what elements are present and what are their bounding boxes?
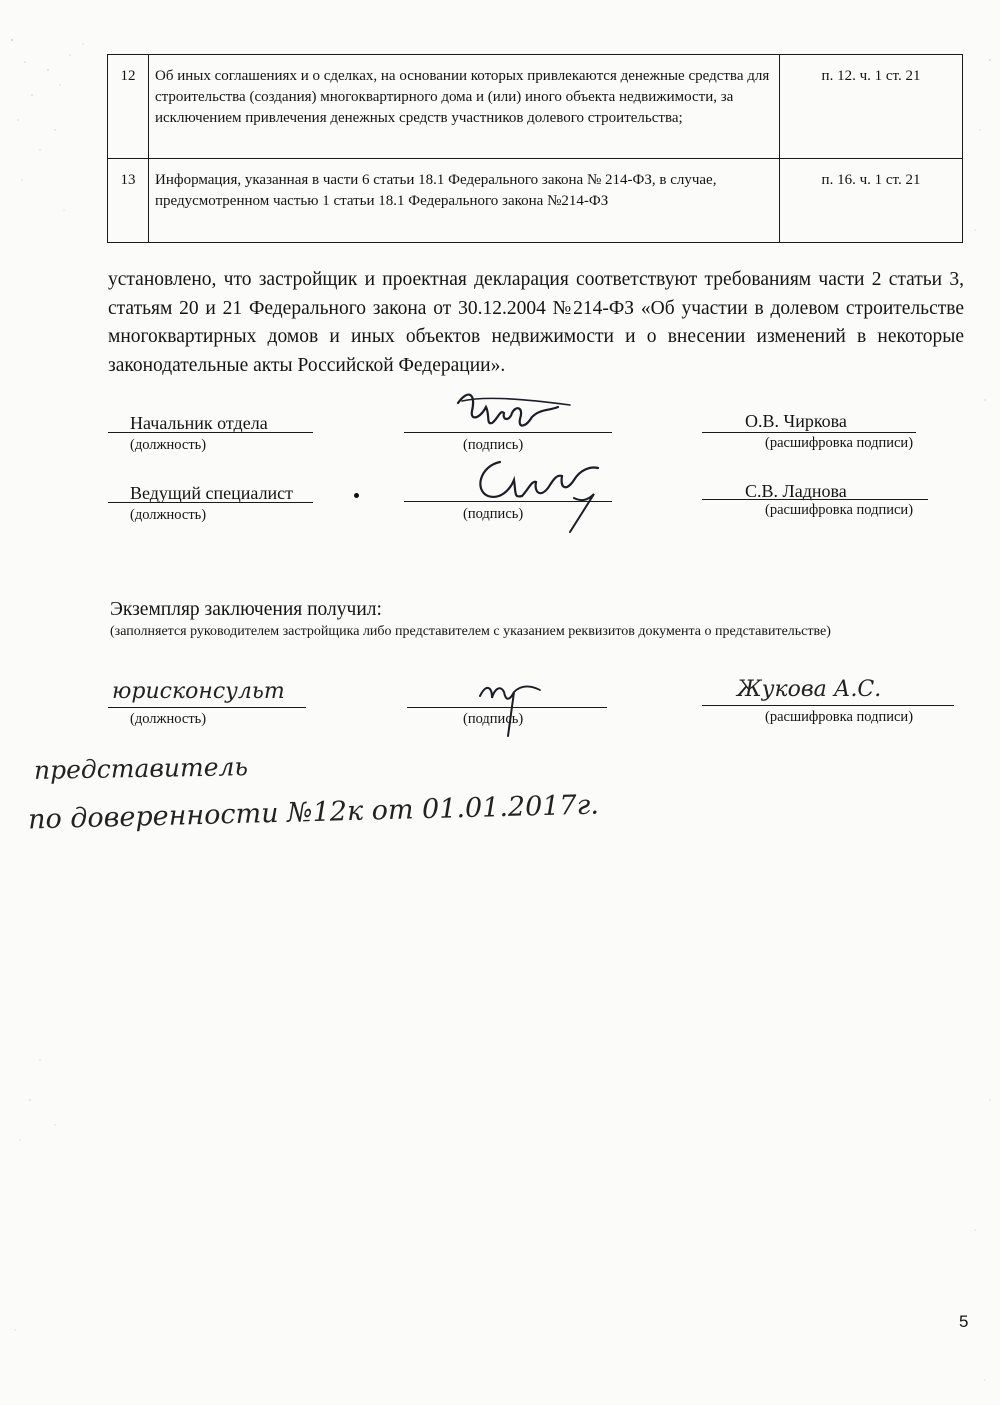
signatory-2-position-line: [108, 502, 313, 503]
table-row: [108, 159, 963, 243]
row-description: Информация, указанная в части 6 статьи 18.1 Федерального закона № 214-ФЗ, в случае, предусмотренном частью 1 статьи 18.1 Федерального закона №214-ФЗ: [149, 159, 780, 243]
signatory-1-signature-line: [404, 432, 612, 433]
signatory-2-name: С.В. Ладнова: [745, 481, 847, 501]
ink-dot: [354, 493, 359, 498]
signatory-2-signature: [470, 450, 620, 540]
signatory-2-signature-caption: (подпись): [463, 506, 524, 522]
signatory-1-name-line: [702, 432, 916, 433]
signatory-1-position-caption: (должность): [130, 437, 207, 453]
signatory-1-position-line: [108, 432, 313, 433]
receiver-name-caption: (расшифровка подписи): [765, 709, 914, 725]
receiver-name-handwritten: Жукова А.С.: [737, 677, 882, 702]
conclusion-paragraph: установлено, что застройщик и проектная декларация соответствуют требованиям части 2 статьи 3, статьям 20 и 21 Федерального закона от 30.12.2004 №214-ФЗ «Об участии в долевом строительстве многоквартирных домов и иных объектов недвижимости и о внесении изменений в некоторые законодательные акты Российской Федерации».: [108, 269, 964, 376]
handwritten-note-line-1: представитель: [33, 752, 249, 785]
signatory-1-name-caption: (расшифровка подписи): [765, 435, 914, 451]
row-reference: п. 16. ч. 1 ст. 21: [780, 159, 963, 243]
requirements-table: [107, 54, 963, 243]
signatory-1-signature: [440, 385, 580, 445]
receiver-signature-caption: (подпись): [463, 711, 524, 727]
signatory-2-signature-line: [404, 501, 612, 502]
signatory-2-position: Ведущий специалист: [130, 483, 294, 503]
receiver-name-line: [702, 705, 954, 706]
row-number: 12: [108, 55, 149, 159]
row-number: 13: [108, 159, 149, 243]
receiver-position-caption: (должность): [130, 711, 207, 727]
signatory-1-name: О.В. Чиркова: [745, 411, 847, 431]
receiver-signature: [470, 662, 560, 742]
handwritten-note-line-2: по доверенности №12к от 01.01.2017г.: [27, 789, 600, 836]
signatory-2-position-caption: (должность): [130, 507, 207, 523]
row-reference: п. 12. ч. 1 ст. 21: [780, 55, 963, 159]
receiver-position-line: [108, 707, 306, 708]
copy-receipt-title: Экземпляр заключения получил:: [110, 599, 382, 620]
receiver-position-handwritten: юрисконсульт: [112, 679, 285, 704]
row-description: Об иных соглашениях и о сделках, на основании которых привлекаются денежные средства для строительства (создания) многоквартирного дома и (или) иного объекта недвижимости, за исключением привлечения денежных средств участников долевого строительства;: [149, 55, 780, 159]
receiver-signature-line: [407, 707, 607, 708]
copy-receipt-note: (заполняется руководителем застройщика либо представителем с указанием реквизитов документа о представительстве): [110, 624, 831, 639]
signatory-1-signature-caption: (подпись): [463, 437, 524, 453]
signatory-2-name-line: [702, 499, 928, 500]
page-number: 5: [959, 1312, 969, 1331]
table-row: [108, 55, 963, 159]
signatory-2-name-caption: (расшифровка подписи): [765, 502, 914, 518]
signatory-1-position: Начальник отдела: [130, 413, 268, 433]
